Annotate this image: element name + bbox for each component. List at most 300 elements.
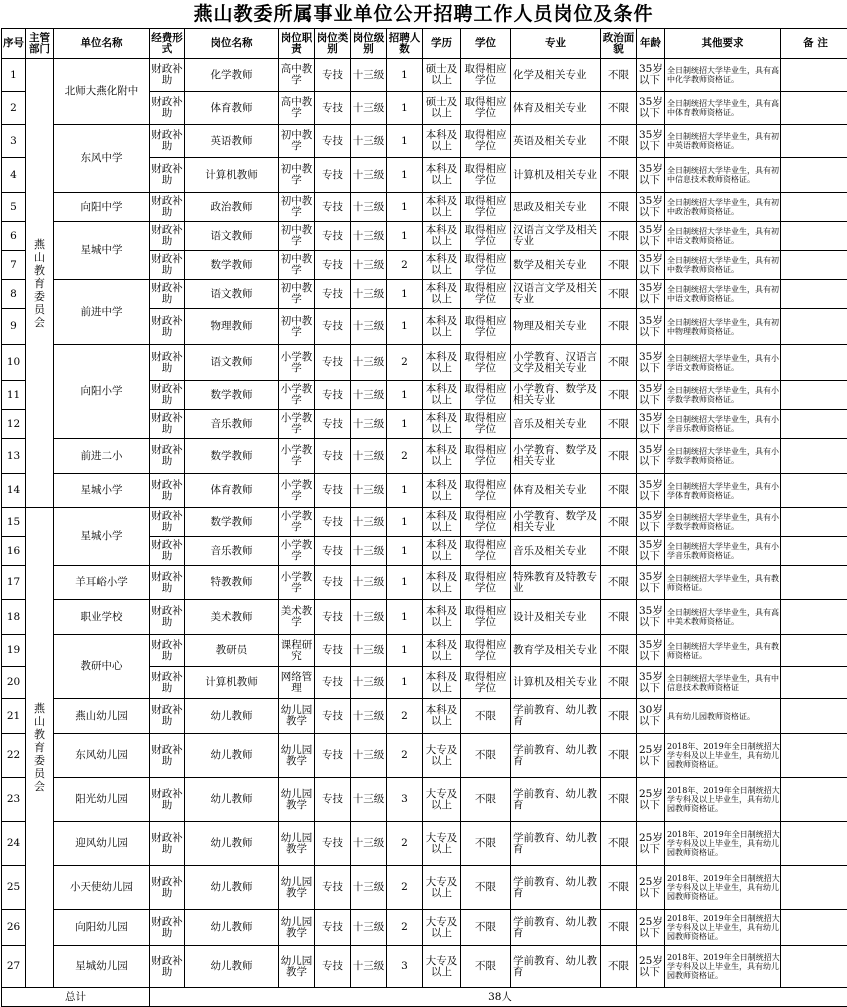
political-status: 不限: [601, 600, 637, 635]
post-duty: 初中教学: [279, 193, 315, 222]
hire-count: 2: [387, 866, 423, 910]
hire-count: 1: [387, 222, 423, 251]
age-limit: 35岁以下: [637, 600, 665, 635]
header-category: 岗位类别: [315, 29, 351, 59]
education: 大专及以上: [423, 822, 461, 866]
post-duty: 初中教学: [279, 251, 315, 280]
post-duty: 小学教学: [279, 439, 315, 474]
education: 本科及以上: [423, 345, 461, 381]
header-unit: 单位名称: [54, 29, 150, 59]
header-politics: 政治面貌: [601, 29, 637, 59]
remarks: [781, 345, 847, 381]
total-row: [2, 988, 847, 1007]
major: 学前教育、幼儿教育: [511, 778, 601, 822]
other-requirements: 全日制统招大学毕业生，具有教师资格证。: [665, 635, 781, 667]
unit-name: 星城小学: [54, 474, 150, 508]
major: 学前教育、幼儿教育: [511, 866, 601, 910]
header-count: 招聘人数: [387, 29, 423, 59]
hire-count: 2: [387, 822, 423, 866]
age-limit: 35岁以下: [637, 59, 665, 92]
age-limit: 35岁以下: [637, 309, 665, 345]
education: 大专及以上: [423, 778, 461, 822]
degree: 不限: [461, 734, 511, 778]
funding-type: 财政补助: [150, 635, 185, 667]
other-requirements: 2018年、2019年全日制统招大学专科及以上毕业生，具有幼儿园教师资格证。: [665, 734, 781, 778]
unit-name: 迎风幼儿园: [54, 822, 150, 866]
degree: 取得相应学位: [461, 222, 511, 251]
post-category: 专技: [315, 125, 351, 158]
post-name: 政治教师: [185, 193, 279, 222]
hire-count: 1: [387, 600, 423, 635]
table-row: [2, 946, 847, 988]
age-limit: 35岁以下: [637, 474, 665, 508]
header-age: 年龄: [637, 29, 665, 59]
row-number: 8: [2, 280, 26, 309]
other-requirements: 全日制统招大学毕业生，具有初中语文教师资格证。: [665, 280, 781, 309]
post-name: 教研员: [185, 635, 279, 667]
major: 计算机及相关专业: [511, 667, 601, 699]
political-status: 不限: [601, 699, 637, 734]
post-name: 数学教师: [185, 381, 279, 410]
post-level: 十三级: [351, 439, 387, 474]
hire-count: 1: [387, 59, 423, 92]
post-name: 幼儿教师: [185, 778, 279, 822]
major: 数学及相关专业: [511, 251, 601, 280]
age-limit: 35岁以下: [637, 158, 665, 193]
row-number: 27: [2, 946, 26, 988]
major: 音乐及相关专业: [511, 410, 601, 439]
major: 学前教育、幼儿教育: [511, 699, 601, 734]
table-row: [2, 125, 847, 158]
post-level: 十三级: [351, 280, 387, 309]
post-category: 专技: [315, 92, 351, 125]
post-category: 专技: [315, 158, 351, 193]
hire-count: 2: [387, 734, 423, 778]
hire-count: 2: [387, 345, 423, 381]
post-name: 数学教师: [185, 251, 279, 280]
funding-type: 财政补助: [150, 193, 185, 222]
post-duty: 小学教学: [279, 410, 315, 439]
post-duty: 小学教学: [279, 381, 315, 410]
table-row: [2, 600, 847, 635]
header-note: 备 注: [781, 29, 847, 59]
education: 本科及以上: [423, 280, 461, 309]
education: 大专及以上: [423, 734, 461, 778]
education: 本科及以上: [423, 537, 461, 566]
political-status: 不限: [601, 734, 637, 778]
political-status: 不限: [601, 667, 637, 699]
age-limit: 35岁以下: [637, 410, 665, 439]
hire-count: 1: [387, 667, 423, 699]
post-category: 专技: [315, 251, 351, 280]
education: 本科及以上: [423, 474, 461, 508]
post-category: 专技: [315, 635, 351, 667]
post-category: 专技: [315, 410, 351, 439]
post-category: 专技: [315, 600, 351, 635]
dept-name: 燕山教育委员会: [26, 508, 54, 988]
post-category: 专技: [315, 866, 351, 910]
unit-name: 羊耳峪小学: [54, 566, 150, 600]
age-limit: 35岁以下: [637, 635, 665, 667]
post-name: 语文教师: [185, 345, 279, 381]
post-duty: 初中教学: [279, 222, 315, 251]
table-row: [2, 699, 847, 734]
header-duty: 岗位职责: [279, 29, 315, 59]
post-category: 专技: [315, 778, 351, 822]
header-dept: 主管部门: [26, 29, 54, 59]
row-number: 18: [2, 600, 26, 635]
unit-name: 向阳中学: [54, 193, 150, 222]
political-status: 不限: [601, 566, 637, 600]
other-requirements: 全日制统招大学毕业生，具有高中化学教师资格证。: [665, 59, 781, 92]
row-number: 3: [2, 125, 26, 158]
post-category: 专技: [315, 734, 351, 778]
degree: 取得相应学位: [461, 193, 511, 222]
major: 化学及相关专业: [511, 59, 601, 92]
post-duty: 初中教学: [279, 158, 315, 193]
unit-name: 向阳幼儿园: [54, 910, 150, 946]
row-number: 25: [2, 866, 26, 910]
hire-count: 2: [387, 699, 423, 734]
post-name: 体育教师: [185, 92, 279, 125]
remarks: [781, 778, 847, 822]
table-row: [2, 345, 847, 381]
post-duty: 小学教学: [279, 345, 315, 381]
degree: 取得相应学位: [461, 537, 511, 566]
degree: 取得相应学位: [461, 410, 511, 439]
unit-name: 燕山幼儿园: [54, 699, 150, 734]
header-other: 其他要求: [665, 29, 781, 59]
major: 英语及相关专业: [511, 125, 601, 158]
header-fund: 经费形式: [150, 29, 185, 59]
post-level: 十三级: [351, 92, 387, 125]
post-category: 专技: [315, 193, 351, 222]
row-number: 14: [2, 474, 26, 508]
other-requirements: 全日制统招大学毕业生，具有小学音乐教师资格证。: [665, 410, 781, 439]
unit-name: 职业学校: [54, 600, 150, 635]
political-status: 不限: [601, 410, 637, 439]
age-limit: 35岁以下: [637, 280, 665, 309]
table-row: [2, 734, 847, 778]
education: 本科及以上: [423, 193, 461, 222]
hire-count: 3: [387, 778, 423, 822]
age-limit: 35岁以下: [637, 193, 665, 222]
post-name: 语文教师: [185, 280, 279, 309]
other-requirements: 全日制统招大学毕业生，具有高中美术教师资格证。: [665, 600, 781, 635]
unit-name: 星城小学: [54, 508, 150, 566]
remarks: [781, 734, 847, 778]
row-number: 10: [2, 345, 26, 381]
remarks: [781, 508, 847, 537]
political-status: 不限: [601, 778, 637, 822]
other-requirements: 全日制统招大学毕业生，具有小学音乐教师资格证。: [665, 537, 781, 566]
age-limit: 35岁以下: [637, 92, 665, 125]
post-duty: 高中教学: [279, 92, 315, 125]
other-requirements: 全日制统招大学毕业生，具有小学数学教师资格证。: [665, 508, 781, 537]
post-category: 专技: [315, 508, 351, 537]
age-limit: 35岁以下: [637, 125, 665, 158]
other-requirements: 2018年、2019年全日制统招大学专科及以上毕业生，具有幼儿园教师资格证。: [665, 866, 781, 910]
post-level: 十三级: [351, 910, 387, 946]
major: 小学教育、数学及相关专业: [511, 508, 601, 537]
degree: 取得相应学位: [461, 635, 511, 667]
education: 本科及以上: [423, 309, 461, 345]
post-name: 英语教师: [185, 125, 279, 158]
post-duty: 初中教学: [279, 280, 315, 309]
post-duty: 小学教学: [279, 566, 315, 600]
political-status: 不限: [601, 474, 637, 508]
post-name: 美术教师: [185, 600, 279, 635]
education: 本科及以上: [423, 508, 461, 537]
remarks: [781, 158, 847, 193]
unit-name: 前进中学: [54, 280, 150, 345]
post-duty: 网络管理: [279, 667, 315, 699]
post-name: 体育教师: [185, 474, 279, 508]
table-row: [2, 822, 847, 866]
major: 思政及相关专业: [511, 193, 601, 222]
hire-count: 1: [387, 508, 423, 537]
unit-name: 小天使幼儿园: [54, 866, 150, 910]
other-requirements: 具有幼儿园教师资格证。: [665, 699, 781, 734]
post-duty: 小学教学: [279, 508, 315, 537]
row-number: 2: [2, 92, 26, 125]
degree: 取得相应学位: [461, 125, 511, 158]
remarks: [781, 946, 847, 988]
post-duty: 幼儿园教学: [279, 946, 315, 988]
table-row: [2, 778, 847, 822]
major: 物理及相关专业: [511, 309, 601, 345]
row-number: 23: [2, 778, 26, 822]
funding-type: 财政补助: [150, 222, 185, 251]
post-level: 十三级: [351, 345, 387, 381]
degree: 不限: [461, 910, 511, 946]
post-category: 专技: [315, 566, 351, 600]
post-category: 专技: [315, 667, 351, 699]
table-row: [2, 193, 847, 222]
unit-name: 前进二小: [54, 439, 150, 474]
education: 本科及以上: [423, 158, 461, 193]
political-status: 不限: [601, 946, 637, 988]
funding-type: 财政补助: [150, 778, 185, 822]
remarks: [781, 92, 847, 125]
major: 汉语言文学及相关专业: [511, 222, 601, 251]
other-requirements: 全日制统招大学毕业生，具有小学数学教师资格证。: [665, 439, 781, 474]
total-value: 38人: [150, 988, 847, 1007]
political-status: 不限: [601, 251, 637, 280]
hire-count: 1: [387, 309, 423, 345]
post-name: 计算机教师: [185, 667, 279, 699]
remarks: [781, 251, 847, 280]
education: 大专及以上: [423, 866, 461, 910]
age-limit: 35岁以下: [637, 251, 665, 280]
table-row: [2, 635, 847, 667]
post-duty: 课程研究: [279, 635, 315, 667]
political-status: 不限: [601, 193, 637, 222]
political-status: 不限: [601, 822, 637, 866]
unit-name: 星城幼儿园: [54, 946, 150, 988]
age-limit: 35岁以下: [637, 667, 665, 699]
post-category: 专技: [315, 910, 351, 946]
other-requirements: 全日制统招大学毕业生，具有教师资格证。: [665, 566, 781, 600]
post-level: 十三级: [351, 778, 387, 822]
post-level: 十三级: [351, 822, 387, 866]
political-status: 不限: [601, 910, 637, 946]
political-status: 不限: [601, 222, 637, 251]
post-level: 十三级: [351, 699, 387, 734]
post-level: 十三级: [351, 222, 387, 251]
post-duty: 高中教学: [279, 59, 315, 92]
post-duty: 幼儿园教学: [279, 822, 315, 866]
table-row: [2, 508, 847, 537]
degree: 不限: [461, 946, 511, 988]
other-requirements: 全日制统招大学毕业生，具有高中体育教师资格证。: [665, 92, 781, 125]
post-category: 专技: [315, 280, 351, 309]
row-number: 11: [2, 381, 26, 410]
degree: 取得相应学位: [461, 381, 511, 410]
hire-count: 1: [387, 635, 423, 667]
post-name: 物理教师: [185, 309, 279, 345]
row-number: 4: [2, 158, 26, 193]
other-requirements: 全日制统招大学毕业生，具有小学体育教师资格证。: [665, 474, 781, 508]
unit-name: 东风中学: [54, 125, 150, 193]
post-duty: 幼儿园教学: [279, 778, 315, 822]
post-name: 幼儿教师: [185, 910, 279, 946]
education: 硕士及以上: [423, 59, 461, 92]
header-major: 专业: [511, 29, 601, 59]
table-body: [2, 59, 847, 1007]
header-row: [2, 29, 847, 59]
table-row: [2, 910, 847, 946]
age-limit: 35岁以下: [637, 537, 665, 566]
remarks: [781, 439, 847, 474]
post-level: 十三级: [351, 508, 387, 537]
remarks: [781, 280, 847, 309]
age-limit: 25岁以下: [637, 910, 665, 946]
political-status: 不限: [601, 59, 637, 92]
degree: 取得相应学位: [461, 508, 511, 537]
funding-type: 财政补助: [150, 600, 185, 635]
hire-count: 1: [387, 537, 423, 566]
hire-count: 1: [387, 125, 423, 158]
remarks: [781, 59, 847, 92]
row-number: 24: [2, 822, 26, 866]
degree: 取得相应学位: [461, 59, 511, 92]
post-name: 计算机教师: [185, 158, 279, 193]
post-duty: 幼儿园教学: [279, 734, 315, 778]
education: 大专及以上: [423, 946, 461, 988]
row-number: 26: [2, 910, 26, 946]
degree: 不限: [461, 699, 511, 734]
other-requirements: 全日制统招大学毕业生，具有初中英语教师资格证。: [665, 125, 781, 158]
funding-type: 财政补助: [150, 822, 185, 866]
age-limit: 25岁以下: [637, 822, 665, 866]
age-limit: 25岁以下: [637, 866, 665, 910]
funding-type: 财政补助: [150, 946, 185, 988]
row-number: 5: [2, 193, 26, 222]
other-requirements: 全日制统招大学毕业生，具有初中信息技术教师资格证。: [665, 158, 781, 193]
table-row: [2, 866, 847, 910]
education: 本科及以上: [423, 381, 461, 410]
remarks: [781, 635, 847, 667]
other-requirements: 全日制统招大学毕业生，具有初中物理教师资格证。: [665, 309, 781, 345]
degree: 取得相应学位: [461, 251, 511, 280]
remarks: [781, 410, 847, 439]
degree: 不限: [461, 822, 511, 866]
funding-type: 财政补助: [150, 734, 185, 778]
political-status: 不限: [601, 381, 637, 410]
remarks: [781, 667, 847, 699]
funding-type: 财政补助: [150, 158, 185, 193]
degree: 不限: [461, 866, 511, 910]
age-limit: 25岁以下: [637, 946, 665, 988]
header-level: 岗位级别: [351, 29, 387, 59]
political-status: 不限: [601, 439, 637, 474]
row-number: 15: [2, 508, 26, 537]
education: 硕士及以上: [423, 92, 461, 125]
dept-name: 燕山教育委员会: [26, 59, 54, 508]
education: 本科及以上: [423, 699, 461, 734]
major: 学前教育、幼儿教育: [511, 734, 601, 778]
education: 本科及以上: [423, 410, 461, 439]
post-category: 专技: [315, 822, 351, 866]
major: 计算机及相关专业: [511, 158, 601, 193]
post-category: 专技: [315, 537, 351, 566]
political-status: 不限: [601, 635, 637, 667]
unit-name: 东风幼儿园: [54, 734, 150, 778]
education: 本科及以上: [423, 667, 461, 699]
remarks: [781, 866, 847, 910]
post-level: 十三级: [351, 158, 387, 193]
post-category: 专技: [315, 381, 351, 410]
other-requirements: 全日制统招大学毕业生，具有初中语文教师资格证。: [665, 222, 781, 251]
funding-type: 财政补助: [150, 309, 185, 345]
post-level: 十三级: [351, 537, 387, 566]
major: 特殊教育及特教专业: [511, 566, 601, 600]
funding-type: 财政补助: [150, 410, 185, 439]
degree: 不限: [461, 778, 511, 822]
funding-type: 财政补助: [150, 566, 185, 600]
recruitment-table: [1, 28, 847, 1007]
post-level: 十三级: [351, 381, 387, 410]
other-requirements: 2018年、2019年全日制统招大学专科及以上毕业生，具有幼儿园教师资格证。: [665, 778, 781, 822]
other-requirements: 全日制统招大学毕业生，具有中信息技术教师资格证: [665, 667, 781, 699]
post-category: 专技: [315, 59, 351, 92]
remarks: [781, 822, 847, 866]
remarks: [781, 193, 847, 222]
post-name: 特教教师: [185, 566, 279, 600]
hire-count: 1: [387, 193, 423, 222]
hire-count: 1: [387, 280, 423, 309]
education: 本科及以上: [423, 600, 461, 635]
funding-type: 财政补助: [150, 59, 185, 92]
row-number: 21: [2, 699, 26, 734]
political-status: 不限: [601, 866, 637, 910]
funding-type: 财政补助: [150, 280, 185, 309]
education: 本科及以上: [423, 251, 461, 280]
political-status: 不限: [601, 158, 637, 193]
post-level: 十三级: [351, 600, 387, 635]
hire-count: 3: [387, 946, 423, 988]
degree: 取得相应学位: [461, 309, 511, 345]
post-level: 十三级: [351, 866, 387, 910]
post-duty: 初中教学: [279, 125, 315, 158]
unit-name: 北师大燕化附中: [54, 59, 150, 125]
age-limit: 35岁以下: [637, 381, 665, 410]
major: 小学教育、汉语言文学及相关专业: [511, 345, 601, 381]
political-status: 不限: [601, 508, 637, 537]
post-category: 专技: [315, 474, 351, 508]
post-name: 数学教师: [185, 508, 279, 537]
